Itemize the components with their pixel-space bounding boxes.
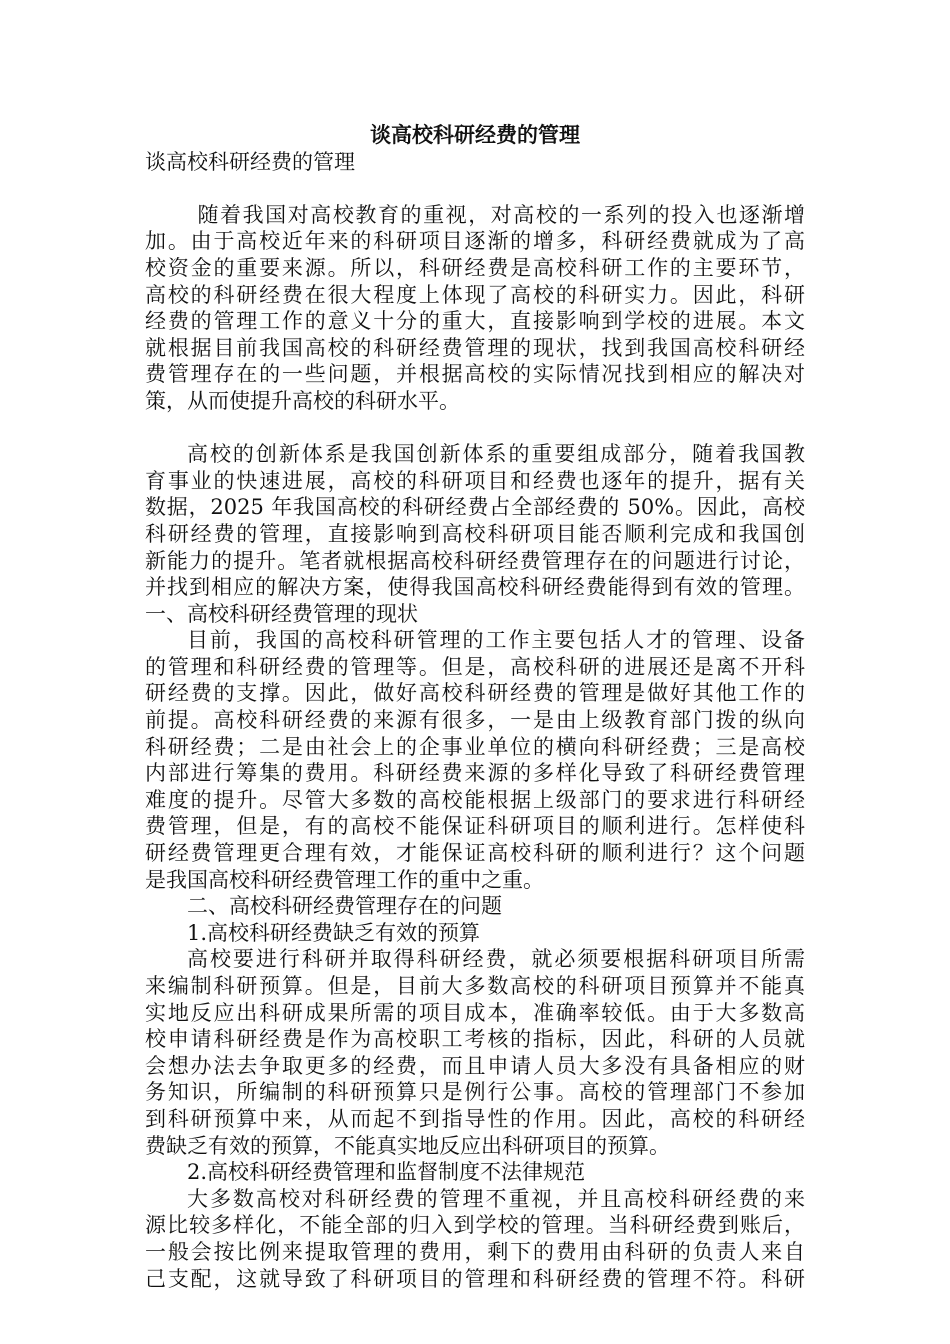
text-line: 高校的科研经费在很大程度上体现了高校的科研实力。因此，科研: [145, 282, 805, 307]
text-line: 一般会按比例来提取管理的费用，剩下的费用由科研的负责人来自: [145, 1239, 805, 1264]
text-line: 策，从而使提升高校的科研水平。: [145, 388, 460, 413]
text-line: 的管理和科研经费的管理等。但是，高校科研的进展还是离不开科: [145, 654, 805, 679]
text-line: 经费的管理工作的意义十分的重大，直接影响到学校的进展。本文: [145, 309, 805, 334]
blank-line: [145, 175, 805, 202]
text-line: 新能力的提升。笔者就根据高校科研经费管理存在的问题进行讨论，: [145, 548, 805, 573]
text-line: 校申请科研经费是作为高校职工考核的指标，因此，科研的人员就: [145, 1027, 805, 1052]
text-line: 就根据目前我国高校的科研经费管理的现状，找到我国高校科研经: [145, 335, 805, 360]
document-title: 谈高校科研经费的管理: [370, 122, 580, 147]
text-line: 科研经费；二是由社会上的企事业单位的横向科研经费；三是高校: [145, 734, 805, 759]
document-body: [145, 122, 805, 1292]
text-line: 源比较多样化，不能全部的归入到学校的管理。当科研经费到账后，: [145, 1213, 805, 1238]
text-line: 育事业的快速进展，高校的科研项目和经费也逐年的提升，据有关: [145, 468, 805, 493]
text-line: 内部进行筹集的费用。科研经费来源的多样化导致了科研经费管理: [145, 761, 805, 786]
text-line: 费缺乏有效的预算，不能真实地反应出科研项目的预算。: [145, 1133, 670, 1158]
text-line: 实地反应出科研成果所需的项目成本，准确率较低。由于大多数高: [145, 1000, 805, 1025]
text-line: 加。由于高校近年来的科研项目逐渐的增多，科研经费就成为了高: [145, 229, 805, 254]
text-line: 高校要进行科研并取得科研经费，就必须要根据科研项目所需: [187, 947, 805, 972]
text-line: 1.高校科研经费缺乏有效的预算: [187, 920, 481, 945]
text-line: 并找到相应的解决方案，使得我国高校科研经费能得到有效的管理。: [145, 575, 805, 600]
text-line: 费管理，但是，有的高校不能保证科研项目的顺利进行。怎样使科: [145, 814, 805, 839]
text-line: 前提。高校科研经费的来源有很多，一是由上级教育部门拨的纵向: [145, 708, 805, 733]
text-line: 务知识，所编制的科研预算只是例行公事。高校的管理部门不参加: [145, 1080, 805, 1105]
text-line: 谈高校科研经费的管理: [145, 149, 355, 174]
text-line: 研经费的支撑。因此，做好高校科研经费的管理是做好其他工作的: [145, 681, 805, 706]
text-line: 高校的创新体系是我国创新体系的重要组成部分，随着我国教: [187, 442, 805, 467]
text-line: 是我国高校科研经费管理工作的重中之重。: [145, 867, 544, 892]
text-line: 研经费管理更合理有效，才能保证高校科研的顺利进行？这个问题: [145, 841, 805, 866]
text-line: 2.高校科研经费管理和监督制度不法律规范: [187, 1160, 586, 1185]
text-line: 一、高校科研经费管理的现状: [145, 601, 418, 626]
text-line: 目前，我国的高校科研管理的工作主要包括人才的管理、设备: [187, 628, 805, 653]
text-line: 数据，2025 年我国高校的科研经费占全部经费的 50%。因此，高校: [145, 495, 805, 520]
text-line: 科研经费的管理，直接影响到高校科研项目能否顺利完成和我国创: [145, 521, 805, 546]
text-line: 难度的提升。尽管大多数的高校能根据上级部门的要求进行科研经: [145, 787, 805, 812]
text-line: 二、高校科研经费管理存在的问题: [187, 894, 502, 919]
text-line: 校资金的重要来源。所以，科研经费是高校科研工作的主要环节，: [145, 255, 805, 280]
blank-line: [145, 415, 805, 442]
text-line: 己支配，这就导致了科研项目的管理和科研经费的管理不符。科研: [145, 1266, 805, 1291]
text-line: 费管理存在的一些问题，并根据高校的实际情况找到相应的解决对: [145, 362, 805, 387]
text-line: 来编制科研预算。但是，目前大多数高校的科研项目预算并不能真: [145, 974, 805, 998]
text-line: 大多数高校对科研经费的管理不重视，并且高校科研经费的来: [187, 1186, 805, 1211]
text-line: 会想办法去争取更多的经费，而且申请人员大多没有具备相应的财: [145, 1053, 805, 1078]
text-line: 随着我国对高校教育的重视，对高校的一系列的投入也逐渐增: [197, 202, 805, 227]
text-line: 到科研预算中来，从而起不到指导性的作用。因此，高校的科研经: [145, 1106, 805, 1131]
